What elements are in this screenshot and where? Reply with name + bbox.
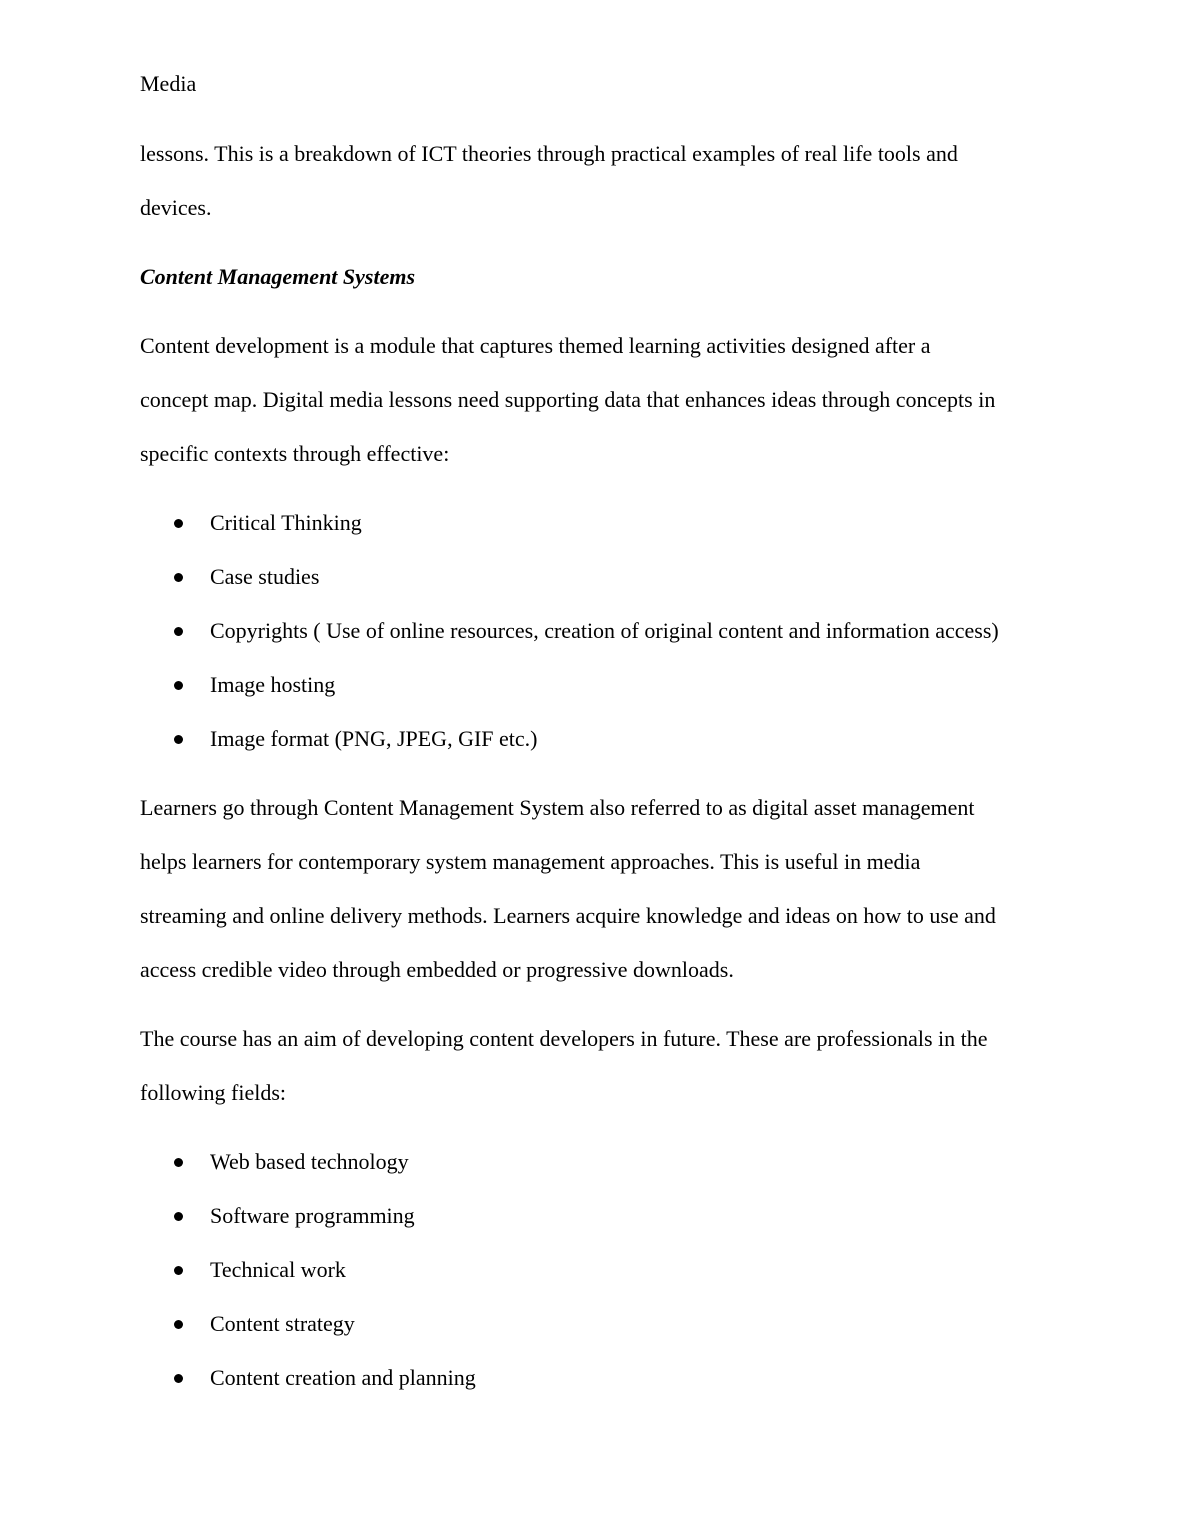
bullet-list-fields <box>140 1135 1060 1405</box>
bullet-icon <box>174 1374 183 1383</box>
list-item <box>140 1297 1060 1351</box>
bullet-icon <box>174 1158 183 1167</box>
paragraph-line: helps learners for contemporary system management approaches. This is useful in media <box>140 849 921 874</box>
bullet-icon <box>174 1212 183 1221</box>
section-heading: Content Management Systems <box>140 264 416 289</box>
list-item <box>140 1135 1060 1189</box>
paragraph-line: streaming and online delivery methods. Learners acquire knowledge and ideas on how to use and <box>140 903 996 928</box>
paragraph-line: access credible video through embedded or progressive downloads. <box>140 957 734 982</box>
list-item-text: Copyrights ( Use of online resources, creation of original content and information access) <box>210 618 999 643</box>
list-item-text: Case studies <box>210 564 320 589</box>
paragraph-line: lessons. This is a breakdown of ICT theories through practical examples of real life tools and <box>140 141 958 166</box>
bullet-icon <box>174 735 183 744</box>
document-body <box>140 127 1060 1405</box>
paragraph-line: The course has an aim of developing content developers in future. These are professionals in the <box>140 1026 988 1051</box>
list-item-text: Image hosting <box>210 672 336 697</box>
bullet-icon <box>174 681 183 690</box>
running-head: Media <box>140 71 197 96</box>
paragraph-line: following fields: <box>140 1080 287 1105</box>
intro-paragraph <box>140 127 1060 235</box>
paragraph-content-development <box>140 319 1060 481</box>
list-item-text: Web based technology <box>210 1149 409 1174</box>
paragraph-line: Learners go through Content Management System also referred to as digital asset management <box>140 795 975 820</box>
paragraph-learners <box>140 781 1060 997</box>
bullet-list-effective <box>140 496 1060 766</box>
list-item <box>140 658 1060 712</box>
list-item-text: Content strategy <box>210 1311 355 1336</box>
bullet-icon <box>174 573 183 582</box>
list-item <box>140 1189 1060 1243</box>
paragraph-course-aim <box>140 1012 1060 1120</box>
list-item <box>140 550 1060 604</box>
bullet-icon <box>174 1320 183 1329</box>
list-item-text: Image format (PNG, JPEG, GIF etc.) <box>210 726 538 751</box>
list-item <box>140 496 1060 550</box>
list-item-text: Software programming <box>210 1203 415 1228</box>
bullet-icon <box>174 519 183 528</box>
list-item <box>140 604 1060 658</box>
list-item-text: Technical work <box>210 1257 346 1282</box>
paragraph-line: devices. <box>140 195 212 220</box>
list-item <box>140 1243 1060 1297</box>
paragraph-line: Content development is a module that captures themed learning activities designed after a <box>140 333 931 358</box>
list-item-text: Content creation and planning <box>210 1365 476 1390</box>
paragraph-line: concept map. Digital media lessons need supporting data that enhances ideas through concepts in <box>140 387 996 412</box>
list-item <box>140 712 1060 766</box>
paragraph-line: specific contexts through effective: <box>140 441 450 466</box>
list-item-text: Critical Thinking <box>210 510 362 535</box>
bullet-icon <box>174 1266 183 1275</box>
list-item <box>140 1351 1060 1405</box>
bullet-icon <box>174 627 183 636</box>
